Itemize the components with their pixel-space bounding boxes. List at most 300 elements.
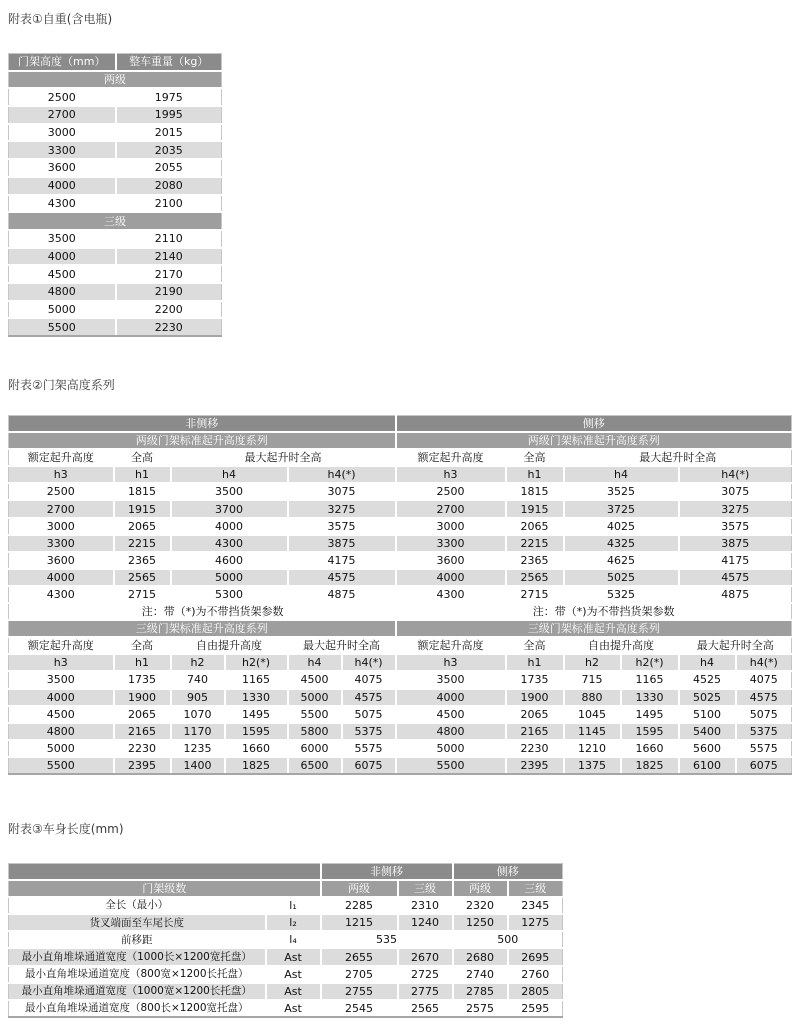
value-cell: 715 — [564, 671, 621, 688]
param-name-cell: 全长（最小） — [9, 897, 266, 914]
mast-height-col-header: 门架高度（mm） — [9, 54, 116, 71]
value-cell: 2065 — [114, 518, 171, 535]
value-cell: 2230 — [114, 740, 171, 757]
value-cell: 5500 — [396, 757, 506, 774]
value-cell: 1900 — [506, 689, 564, 706]
value-cell: 2165 — [114, 723, 171, 740]
value-cell: 4500 — [9, 706, 114, 723]
value-cell: 4000 — [396, 569, 506, 586]
value-cell: 1815 — [114, 483, 171, 500]
value-cell: 1145 — [564, 723, 621, 740]
value-cell: 2805 — [508, 983, 563, 1000]
value-cell: 5000 — [171, 569, 288, 586]
value-cell: 2065 — [114, 706, 171, 723]
value-cell: 3275 — [679, 500, 792, 517]
h1-symbol-cell: h1 — [506, 654, 564, 671]
data-row — [9, 88, 222, 106]
value-cell: 1995 — [116, 106, 222, 124]
value-cell: 2680 — [453, 948, 508, 965]
value-cell: 4575 — [288, 569, 396, 586]
value-cell: 2320 — [453, 897, 508, 914]
value-cell: 2065 — [506, 518, 564, 535]
note-text: 注：带（*)为不带挡货架参数 — [396, 603, 679, 620]
data-row — [9, 177, 222, 195]
data-row — [9, 948, 563, 965]
body-length-table — [8, 863, 563, 1018]
data-row — [9, 740, 792, 757]
corner-cell — [9, 864, 321, 881]
value-cell: 2760 — [508, 966, 563, 983]
data-row — [9, 914, 563, 931]
h4-symbol-cell: h4 — [171, 466, 288, 483]
value-cell: 3725 — [564, 500, 679, 517]
value-cell: 1275 — [508, 914, 563, 931]
h3-symbol-cell: h3 — [9, 654, 114, 671]
free-lift-height-header: 自由提升高度 — [564, 637, 679, 654]
data-row — [9, 966, 563, 983]
value-cell: 2500 — [9, 483, 114, 500]
three-stage-series-title-left: 三级门架标准起升高度系列 — [9, 620, 396, 637]
data-row — [9, 230, 222, 248]
value-cell: 4175 — [288, 552, 396, 569]
value-cell: 2700 — [9, 500, 114, 517]
value-cell: 4300 — [396, 586, 506, 603]
value-cell: 4300 — [171, 535, 288, 552]
param-symbol-cell: Ast — [266, 983, 321, 1000]
value-cell: 1240 — [398, 914, 453, 931]
mast-stages-header: 门架级数 — [9, 880, 321, 897]
data-row — [9, 931, 563, 948]
value-cell: 4525 — [679, 671, 736, 688]
value-cell: 4175 — [679, 552, 792, 569]
value-cell: 2310 — [398, 897, 453, 914]
value-cell: 1915 — [114, 500, 171, 517]
value-cell: 4875 — [679, 586, 792, 603]
value-cell: 4500 — [396, 706, 506, 723]
value-cell: 5025 — [564, 569, 679, 586]
value-cell: 2345 — [508, 897, 563, 914]
value-cell: 3000 — [9, 518, 114, 535]
value-cell: 880 — [564, 689, 621, 706]
data-row — [9, 141, 222, 159]
value-cell: 1330 — [225, 689, 288, 706]
value-cell: 3600 — [9, 159, 116, 177]
value-cell: 2230 — [116, 318, 222, 336]
value-cell: 2365 — [114, 552, 171, 569]
param-symbol-cell: Ast — [266, 948, 321, 965]
value-cell: 1045 — [564, 706, 621, 723]
data-row — [9, 552, 792, 569]
data-row — [9, 569, 792, 586]
rated-lift-height-header: 额定起升高度 — [396, 637, 506, 654]
overall-height-header: 全高 — [114, 637, 171, 654]
value-cell: 1375 — [564, 757, 621, 774]
shift-header-row — [9, 864, 563, 881]
three-stage-col-group-row — [9, 637, 792, 654]
value-cell: 4300 — [9, 195, 116, 213]
h4-symbol-cell: h4 — [288, 654, 342, 671]
value-cell: 4000 — [9, 248, 116, 266]
value-cell: 4575 — [679, 569, 792, 586]
max-lift-overall-height-header: 最大起升时全高 — [564, 449, 792, 466]
value-cell: 4300 — [9, 586, 114, 603]
value-cell: 2565 — [398, 1000, 453, 1017]
h4-star-symbol-cell: h4(*) — [736, 654, 792, 671]
value-cell: 2715 — [114, 586, 171, 603]
value-cell: 6500 — [288, 757, 342, 774]
three-stage-col-header: 三级 — [508, 880, 563, 897]
value-cell: 2545 — [321, 1000, 398, 1017]
data-row — [9, 535, 792, 552]
value-cell: 2055 — [116, 159, 222, 177]
stage-group-row — [9, 212, 222, 230]
value-cell: 4800 — [396, 723, 506, 740]
data-row — [9, 124, 222, 142]
value-cell: 5375 — [342, 723, 396, 740]
value-cell: 4075 — [342, 671, 396, 688]
value-cell: 535 — [321, 931, 453, 948]
value-cell: 4625 — [564, 552, 679, 569]
value-cell: 5025 — [679, 689, 736, 706]
value-cell: 1400 — [171, 757, 225, 774]
value-cell: 5100 — [679, 706, 736, 723]
data-row — [9, 671, 792, 688]
value-cell: 2500 — [396, 483, 506, 500]
value-cell: 4875 — [288, 586, 396, 603]
value-cell: 5000 — [396, 740, 506, 757]
non-sideshift-header: 非侧移 — [321, 864, 453, 881]
overall-height-header: 全高 — [114, 449, 171, 466]
data-row — [9, 586, 792, 603]
param-symbol-cell: l₁ — [266, 897, 321, 914]
value-cell: 2565 — [114, 569, 171, 586]
stage-group-label: 三级 — [9, 212, 222, 230]
value-cell: 3000 — [9, 124, 116, 142]
value-cell: 1495 — [225, 706, 288, 723]
value-cell: 6100 — [679, 757, 736, 774]
value-cell: 5325 — [564, 586, 679, 603]
value-cell: 3600 — [9, 552, 114, 569]
value-cell: 5000 — [288, 689, 342, 706]
param-name-cell: 最小直角堆垛通道宽度（800宽×1200长托盘） — [9, 966, 266, 983]
value-cell: 1070 — [171, 706, 225, 723]
h2-star-symbol-cell: h2(*) — [621, 654, 679, 671]
value-cell: 4000 — [396, 689, 506, 706]
value-cell: 3075 — [679, 483, 792, 500]
value-cell: 2725 — [398, 966, 453, 983]
value-cell: 4800 — [9, 283, 116, 301]
value-cell: 1595 — [225, 723, 288, 740]
value-cell: 2670 — [398, 948, 453, 965]
value-cell: 1825 — [621, 757, 679, 774]
empty-cell — [736, 603, 792, 620]
data-row — [9, 106, 222, 124]
table2-title: 附表②门架高度系列 — [8, 378, 115, 392]
value-cell: 1215 — [321, 914, 398, 931]
value-cell: 2395 — [506, 757, 564, 774]
h3-symbol-cell: h3 — [9, 466, 114, 483]
two-stage-col-header: 两级 — [321, 880, 398, 897]
value-cell: 5300 — [171, 586, 288, 603]
data-row — [9, 897, 563, 914]
non-sideshift-header: 非侧移 — [9, 416, 396, 433]
value-cell: 5800 — [288, 723, 342, 740]
value-cell: 1330 — [621, 689, 679, 706]
value-cell: 2110 — [116, 230, 222, 248]
value-cell: 3300 — [9, 535, 114, 552]
value-cell: 2015 — [116, 124, 222, 142]
value-cell: 2190 — [116, 283, 222, 301]
value-cell: 2215 — [114, 535, 171, 552]
value-cell: 1975 — [116, 88, 222, 106]
value-cell: 740 — [171, 671, 225, 688]
value-cell: 2705 — [321, 966, 398, 983]
param-name-cell: 最小直角堆垛通道宽度（800长×1200宽托盘） — [9, 1000, 266, 1017]
data-row — [9, 265, 222, 283]
value-cell: 5600 — [679, 740, 736, 757]
value-cell: 2165 — [506, 723, 564, 740]
value-cell: 2285 — [321, 897, 398, 914]
max-lift-overall-height-header: 最大起升时全高 — [171, 449, 396, 466]
data-row — [9, 757, 792, 774]
two-stage-series-title-left: 两级门架标准起升高度系列 — [9, 432, 396, 449]
value-cell: 3300 — [396, 535, 506, 552]
sideshift-header: 侧移 — [453, 864, 563, 881]
param-name-cell: 货叉端面至车尾长度 — [9, 914, 266, 931]
value-cell: 2365 — [506, 552, 564, 569]
value-cell: 3575 — [679, 518, 792, 535]
value-cell: 6075 — [736, 757, 792, 774]
data-row — [9, 318, 222, 336]
h4-symbol-cell: h4 — [679, 654, 736, 671]
two-stage-col-header: 两级 — [453, 880, 508, 897]
value-cell: 1165 — [621, 671, 679, 688]
value-cell: 3300 — [9, 141, 116, 159]
three-stage-col-header: 三级 — [398, 880, 453, 897]
value-cell: 1595 — [621, 723, 679, 740]
value-cell: 4800 — [9, 723, 114, 740]
value-cell: 2575 — [453, 1000, 508, 1017]
value-cell: 4325 — [564, 535, 679, 552]
value-cell: 5375 — [736, 723, 792, 740]
max-lift-overall-height-header: 最大起升时全高 — [679, 637, 792, 654]
value-cell: 2215 — [506, 535, 564, 552]
value-cell: 1170 — [171, 723, 225, 740]
value-cell: 2700 — [396, 500, 506, 517]
value-cell: 4500 — [9, 265, 116, 283]
data-row — [9, 1000, 563, 1017]
value-cell: 3075 — [288, 483, 396, 500]
value-cell: 2595 — [508, 1000, 563, 1017]
value-cell: 4000 — [9, 689, 114, 706]
value-cell: 4500 — [288, 671, 342, 688]
h2-star-symbol-cell: h2(*) — [225, 654, 288, 671]
value-cell: 1915 — [506, 500, 564, 517]
value-cell: 2200 — [116, 301, 222, 319]
value-cell: 1250 — [453, 914, 508, 931]
param-symbol-cell: l₂ — [266, 914, 321, 931]
sideshift-header: 侧移 — [396, 416, 792, 433]
data-row — [9, 983, 563, 1000]
rated-lift-height-header: 额定起升高度 — [9, 637, 114, 654]
h1-symbol-cell: h1 — [114, 466, 171, 483]
value-cell: 5500 — [288, 706, 342, 723]
value-cell: 3575 — [288, 518, 396, 535]
two-stage-series-title-row — [9, 432, 792, 449]
value-cell: 4600 — [171, 552, 288, 569]
h4-star-symbol-cell: h4(*) — [288, 466, 396, 483]
value-cell: 5000 — [9, 740, 114, 757]
value-cell: 2565 — [506, 569, 564, 586]
param-name-cell: 最小直角堆垛通道宽度（1000长×1200宽托盘） — [9, 948, 266, 965]
value-cell: 1825 — [225, 757, 288, 774]
value-cell: 1735 — [114, 671, 171, 688]
value-cell: 3275 — [288, 500, 396, 517]
data-row — [9, 301, 222, 319]
value-cell: 2715 — [506, 586, 564, 603]
note-row — [9, 603, 792, 620]
value-cell: 1210 — [564, 740, 621, 757]
value-cell: 6075 — [342, 757, 396, 774]
mast-height-series-table — [8, 415, 792, 775]
data-row — [9, 689, 792, 706]
value-cell: 5000 — [9, 301, 116, 319]
h4-symbol-cell: h4 — [564, 466, 679, 483]
value-cell: 905 — [171, 689, 225, 706]
empty-cell — [342, 603, 396, 620]
value-cell: 2395 — [114, 757, 171, 774]
self-weight-table — [8, 53, 222, 337]
data-row — [9, 518, 792, 535]
data-row — [9, 283, 222, 301]
three-stage-symbol-row — [9, 654, 792, 671]
h2-symbol-cell: h2 — [564, 654, 621, 671]
value-cell: 1660 — [225, 740, 288, 757]
value-cell: 3700 — [171, 500, 288, 517]
h2-symbol-cell: h2 — [171, 654, 225, 671]
value-cell: 2775 — [398, 983, 453, 1000]
value-cell: 3500 — [9, 230, 116, 248]
value-cell: 1900 — [114, 689, 171, 706]
value-cell: 2140 — [116, 248, 222, 266]
value-cell: 4075 — [736, 671, 792, 688]
value-cell: 5075 — [342, 706, 396, 723]
value-cell: 2080 — [116, 177, 222, 195]
rated-lift-height-header: 额定起升高度 — [396, 449, 506, 466]
free-lift-height-header: 自由提升高度 — [171, 637, 288, 654]
param-name-cell: 最小直角堆垛通道宽度（1000宽×1200长托盘） — [9, 983, 266, 1000]
value-cell: 2500 — [9, 88, 116, 106]
value-cell: 1815 — [506, 483, 564, 500]
value-cell: 5575 — [342, 740, 396, 757]
stage-group-label: 两级 — [9, 71, 222, 89]
h4-star-symbol-cell: h4(*) — [679, 466, 792, 483]
value-cell: 3600 — [396, 552, 506, 569]
two-stage-symbol-row — [9, 466, 792, 483]
value-cell: 2785 — [453, 983, 508, 1000]
value-cell: 2065 — [506, 706, 564, 723]
value-cell: 5500 — [9, 318, 116, 336]
h3-symbol-cell: h3 — [396, 654, 506, 671]
value-cell: 4000 — [171, 518, 288, 535]
value-cell: 2170 — [116, 265, 222, 283]
truck-weight-col-header: 整车重量（kg） — [116, 54, 222, 71]
empty-cell — [288, 603, 342, 620]
value-cell: 3000 — [396, 518, 506, 535]
value-cell: 2230 — [506, 740, 564, 757]
value-cell: 500 — [453, 931, 563, 948]
h3-symbol-cell: h3 — [396, 466, 506, 483]
data-row — [9, 500, 792, 517]
two-stage-col-group-row — [9, 449, 792, 466]
value-cell: 6000 — [288, 740, 342, 757]
value-cell: 3875 — [288, 535, 396, 552]
data-row — [9, 159, 222, 177]
value-cell: 4575 — [342, 689, 396, 706]
max-lift-overall-height-header: 最大起升时全高 — [288, 637, 396, 654]
value-cell: 3500 — [396, 671, 506, 688]
param-name-cell: 前移距 — [9, 931, 266, 948]
value-cell: 2740 — [453, 966, 508, 983]
value-cell: 2700 — [9, 106, 116, 124]
value-cell: 3500 — [171, 483, 288, 500]
param-symbol-cell: Ast — [266, 966, 321, 983]
value-cell: 1165 — [225, 671, 288, 688]
value-cell: 2695 — [508, 948, 563, 965]
value-cell: 1735 — [506, 671, 564, 688]
overall-height-header: 全高 — [506, 637, 564, 654]
data-row — [9, 195, 222, 213]
value-cell: 3875 — [679, 535, 792, 552]
three-stage-series-title-right: 三级门架标准起升高度系列 — [396, 620, 792, 637]
column-header-row — [9, 54, 222, 71]
h4-star-symbol-cell: h4(*) — [342, 654, 396, 671]
note-text: 注：带（*)为不带挡货架参数 — [9, 603, 288, 620]
value-cell: 4025 — [564, 518, 679, 535]
rated-lift-height-header: 额定起升高度 — [9, 449, 114, 466]
value-cell: 1235 — [171, 740, 225, 757]
stage-group-row — [9, 71, 222, 89]
data-row — [9, 483, 792, 500]
shift-header-row — [9, 416, 792, 433]
value-cell: 1660 — [621, 740, 679, 757]
table3-title: 附表③车身长度(mm) — [8, 822, 124, 836]
value-cell: 2035 — [116, 141, 222, 159]
table1-title: 附表①自重(含电瓶) — [8, 12, 113, 26]
value-cell: 5075 — [736, 706, 792, 723]
param-symbol-cell: l₄ — [266, 931, 321, 948]
value-cell: 2100 — [116, 195, 222, 213]
three-stage-series-title-row — [9, 620, 792, 637]
stage-header-row — [9, 880, 563, 897]
overall-height-header: 全高 — [506, 449, 564, 466]
value-cell: 5575 — [736, 740, 792, 757]
value-cell: 3500 — [9, 671, 114, 688]
value-cell: 3525 — [564, 483, 679, 500]
value-cell: 5500 — [9, 757, 114, 774]
data-row — [9, 248, 222, 266]
value-cell: 1495 — [621, 706, 679, 723]
value-cell: 4000 — [9, 569, 114, 586]
data-row — [9, 723, 792, 740]
h1-symbol-cell: h1 — [506, 466, 564, 483]
value-cell: 4000 — [9, 177, 116, 195]
data-row — [9, 706, 792, 723]
value-cell: 2655 — [321, 948, 398, 965]
value-cell: 5400 — [679, 723, 736, 740]
value-cell: 2755 — [321, 983, 398, 1000]
h1-symbol-cell: h1 — [114, 654, 171, 671]
